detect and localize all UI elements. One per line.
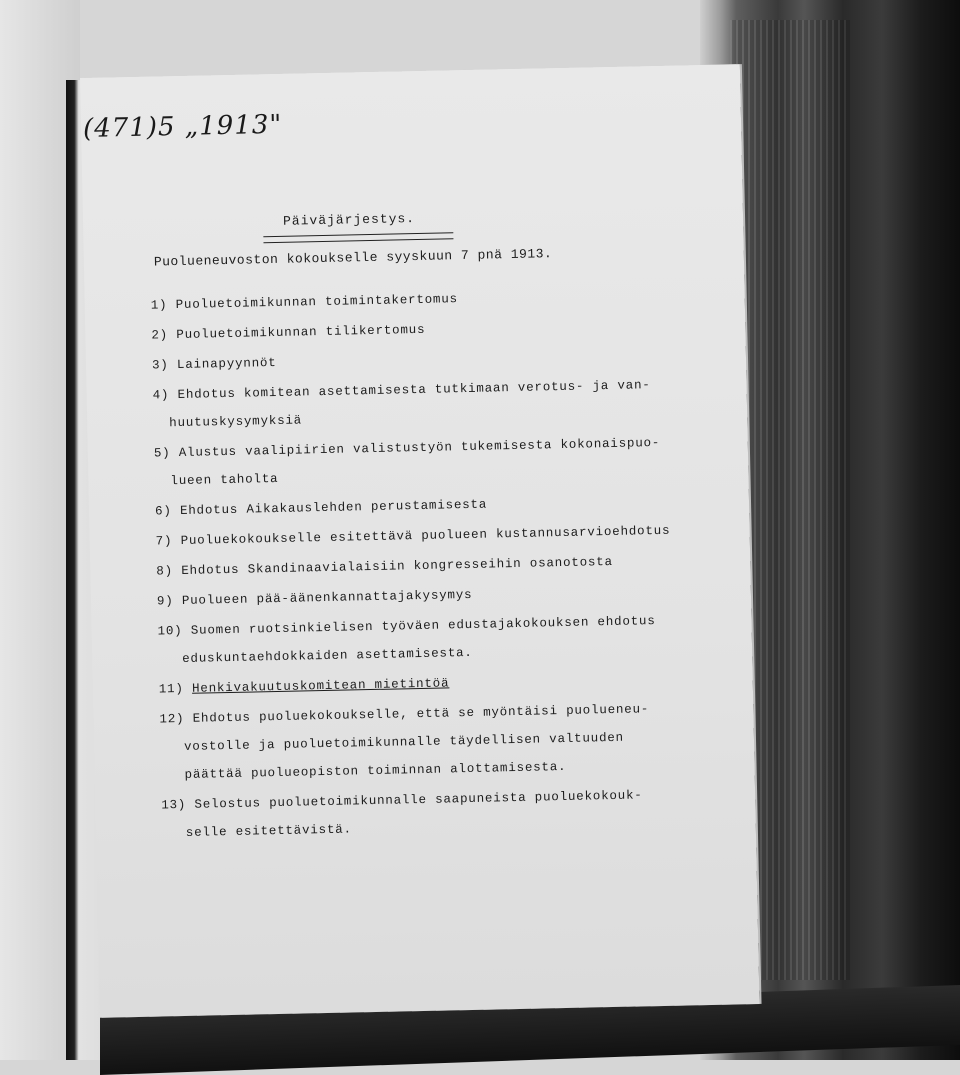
agenda-item-6: 6) Ehdotus Aikakauslehden perustamisesta bbox=[154, 497, 488, 519]
agenda-item-10: 10) Suomen ruotsinkielisen työväen edustajakokouksen ehdotus bbox=[157, 614, 656, 639]
agenda-item-12: 12) Ehdotus puoluekokoukselle, että se myöntäisi puolueneu- bbox=[159, 702, 650, 727]
agenda-item-9: 9) Puolueen pää-äänenkannattajakysymys bbox=[156, 587, 473, 609]
agenda-item-4-cont: huutuskysymyksiä bbox=[169, 413, 303, 431]
agenda-item-1: 1) Puoluetoimikunnan toimintakertomus bbox=[150, 292, 459, 313]
agenda-item-8: 8) Ehdotus Skandinaavialaisiin kongresseihin osanotosta bbox=[156, 554, 613, 579]
agenda-item-11: 11) Henkivakuutuskomitean mietintöä bbox=[158, 676, 450, 697]
agenda-item-12-cont-1: vostolle ja puoluetoimikunnalle täydellisen valtuuden bbox=[183, 730, 625, 754]
agenda-item-7: 7) Puoluekokoukselle esitettävä puolueen kustannusarvioehdotus bbox=[155, 523, 671, 549]
agenda-item-4: 4) Ehdotus komitean asettamisesta tutkimaan verotus- ja van- bbox=[152, 378, 651, 403]
archive-reference: (471)5 „1913" bbox=[82, 109, 283, 144]
document-subtitle: Puolueneuvoston kokoukselle syyskuun 7 pnä 1913. bbox=[153, 246, 553, 270]
typed-document-page bbox=[80, 64, 760, 1018]
agenda-item-2: 2) Puoluetoimikunnan tilikertomus bbox=[151, 322, 426, 343]
agenda-item-5-cont: lueen taholta bbox=[170, 471, 279, 489]
agenda-item-10-cont: eduskuntaehdokkaiden asettamisesta. bbox=[182, 645, 473, 666]
title-double-underline bbox=[263, 232, 453, 243]
agenda-item-13-cont: selle esitettävistä. bbox=[185, 822, 352, 840]
agenda-item-12-cont-2: päättää puolueopiston toiminnan alottamisesta. bbox=[184, 759, 567, 782]
agenda-item-3: 3) Lainapyynnöt bbox=[151, 355, 277, 373]
document-title: Päiväjärjestys. bbox=[282, 211, 416, 229]
agenda-item-13: 13) Selostus puoluetoimikunnalle saapuneista puoluekokouk- bbox=[161, 788, 643, 813]
agenda-item-5: 5) Alustus vaalipiirien valistustyön tukemisesta kokonaispuo- bbox=[153, 435, 661, 461]
